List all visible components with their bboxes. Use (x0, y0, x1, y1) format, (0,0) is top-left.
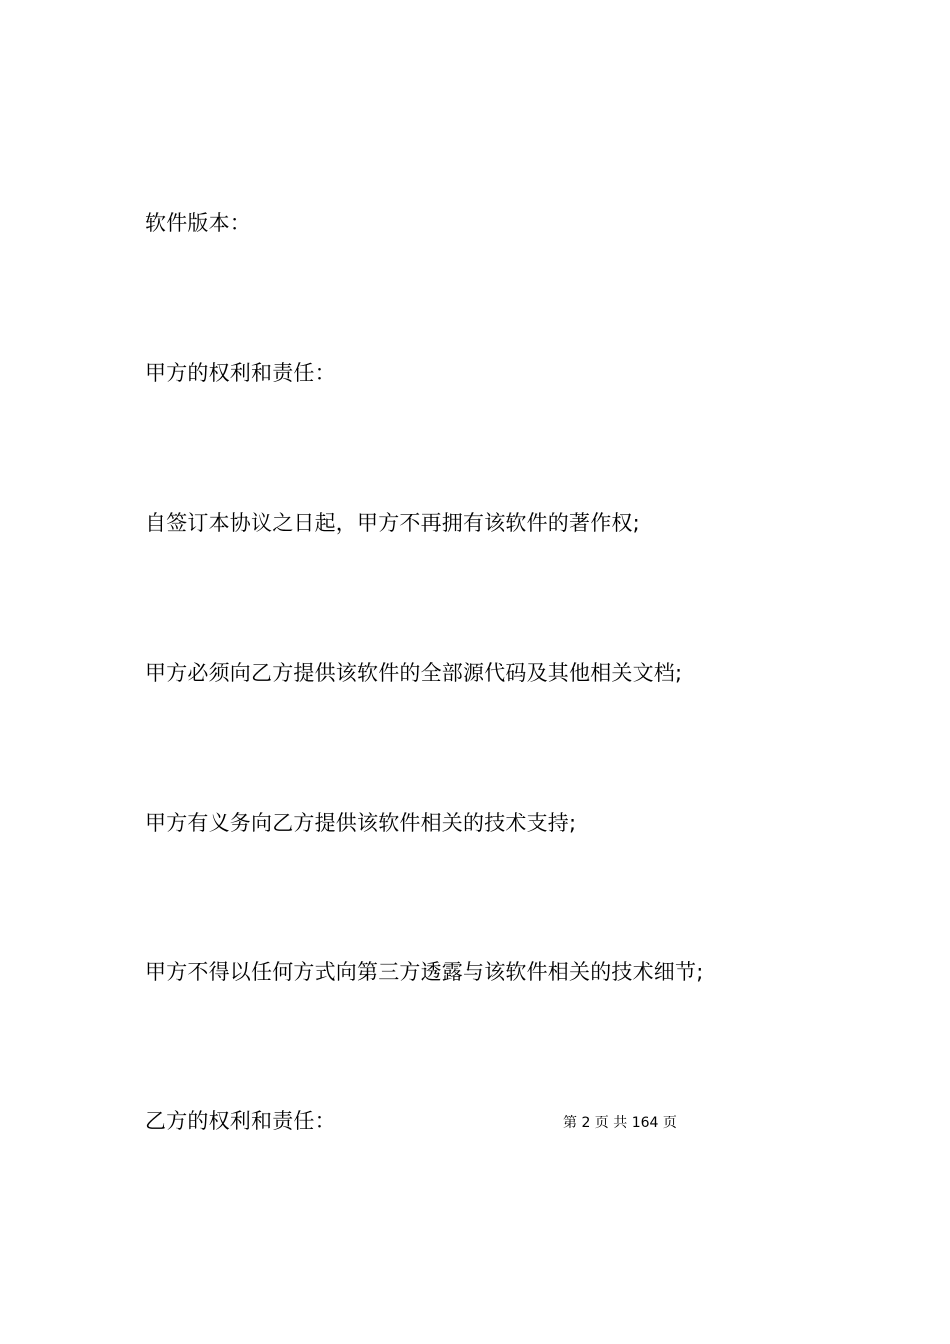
paragraph-software-version: 软件版本： (145, 211, 251, 235)
paragraph-tech-support-clause: 甲方有义务向乙方提供该软件相关的技术支持; (145, 811, 577, 835)
paragraph-copyright-clause: 自签订本协议之日起，甲方不再拥有该软件的著作权; (145, 511, 640, 535)
paragraph-party-a-heading: 甲方的权利和责任： (145, 361, 336, 385)
paragraph-source-code-clause: 甲方必须向乙方提供该软件的全部源代码及其他相关文档; (145, 661, 683, 685)
paragraph-confidentiality-clause: 甲方不得以任何方式向第三方透露与该软件相关的技术细节; (145, 960, 704, 984)
page-number-footer: 第 2 页 共 164 页 (563, 1115, 677, 1131)
paragraph-party-b-heading: 乙方的权利和责任： (145, 1109, 336, 1133)
